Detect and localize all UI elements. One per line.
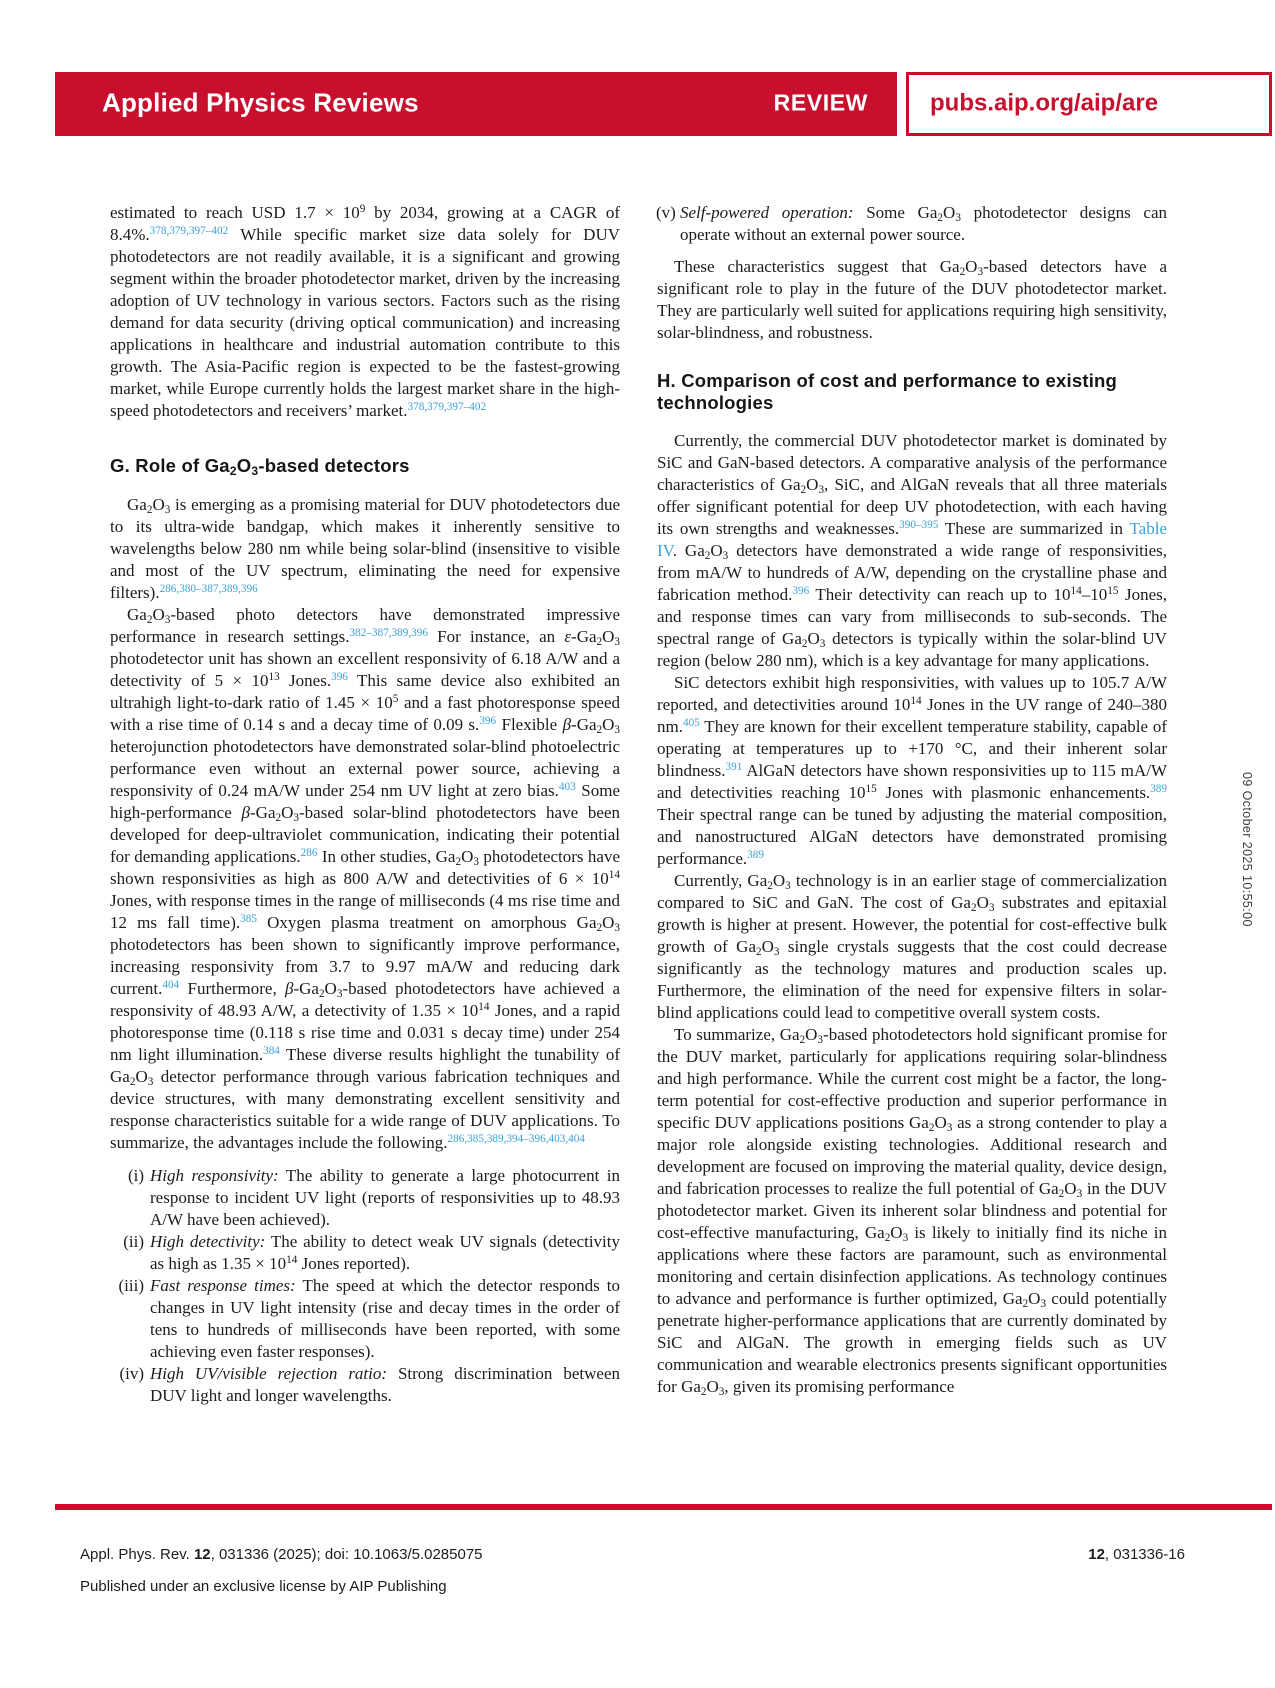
- text-run: Jones, and a rapid photoresponse time (0.118 s rise time and 0.031 s decay time) under 254 nm light illumination.: [110, 1001, 620, 1064]
- text-run: 3: [1040, 1298, 1047, 1311]
- text-run: 3: [902, 1232, 909, 1245]
- text-run: , given its promising performance: [724, 1377, 955, 1396]
- text-run: O: [890, 1223, 903, 1242]
- download-date-stamp: 09 October 2025 10:55:00: [1240, 772, 1254, 927]
- text-run: -based photodetectors have achieved a responsivity of 48.93 A/W, a detectivity of 1.35 × 10: [110, 979, 620, 1020]
- text-run: 2: [275, 812, 282, 825]
- text-run: O: [236, 455, 252, 476]
- list-item-label: (v): [656, 203, 676, 222]
- reference-link[interactable]: 286,385,389,394–396,403,404: [447, 1133, 585, 1146]
- text-run: O: [602, 913, 615, 932]
- text-run: Fast response times:: [150, 1276, 296, 1295]
- text-run: These diverse results highlight the tunability of Ga: [110, 1045, 621, 1086]
- text-run: 14: [478, 1001, 490, 1014]
- text-run: -Ga: [571, 715, 597, 734]
- text-run: O: [281, 803, 294, 822]
- text-run: SiC detectors exhibit high responsivities, with values up to 105.7 A/W reported, and detectivities around 10: [657, 673, 1167, 714]
- text-run: 12: [1088, 1546, 1105, 1563]
- text-run: O: [706, 1377, 719, 1396]
- text-run: O: [761, 937, 774, 956]
- text-run: 3: [614, 636, 621, 649]
- text-run: O: [602, 627, 615, 646]
- text-run: -based detectors have a significant role to play in the future of the DUV photodetector market. They are particularly well suited for applications requiring high sensitivity, solar-blindness, and robustness.: [657, 257, 1167, 342]
- text-run: Jones, with response times in the range of milliseconds (4 ms rise time and 12 ms fall time).: [110, 891, 620, 932]
- text-run: This same device also exhibited an ultrahigh light-to-dark ratio of 1.45 × 10: [110, 671, 620, 712]
- text-run: The ability to generate a large photocurrent in response to incident UV light (reports of responsivities up to 48.93 A/W have been achieved).: [150, 1166, 620, 1229]
- footer-citation: [80, 1546, 483, 1563]
- text-run: 2: [1058, 1188, 1065, 1201]
- text-run: 2: [1022, 1298, 1029, 1311]
- text-run: 2: [146, 614, 153, 627]
- text-run: detectors is typically within the solar-blind UV region (below 280 nm), which is a key advantage for many applications.: [657, 629, 1167, 670]
- text-run: 2: [959, 266, 966, 279]
- text-run: 3: [785, 880, 791, 893]
- text-run: 3: [722, 550, 729, 563]
- text-run: photodetector designs can operate without an external power source.: [680, 203, 1168, 244]
- text-run: 12: [193, 1546, 211, 1563]
- reference-link[interactable]: 396: [331, 671, 348, 684]
- text-run: is likely to initially find its niche in applications where these factors are paramount, such as environmental monitoring and certain disinfection applications. As technology continues to advance and performance is further optimized, Ga: [657, 1223, 1167, 1308]
- text-run: -based detectors: [258, 455, 410, 476]
- text-run: Self-powered operation:: [680, 203, 854, 222]
- text-run: -based solar-blind photodetectors have been developed for deep-ultraviolet communication, indicating their potential for demanding applications.: [110, 803, 620, 866]
- text-run: –10: [1081, 585, 1108, 604]
- text-run: Appl. Phys. Rev.: [80, 1546, 194, 1563]
- journal-banner: [55, 72, 897, 136]
- text-run: These are summarized in: [938, 519, 1130, 538]
- text-run: High UV/visible rejection ratio:: [150, 1364, 388, 1383]
- text-run: 3: [818, 484, 825, 497]
- list-item-text: [150, 1166, 620, 1229]
- text-run: 3: [1076, 1188, 1083, 1201]
- paragraph-summary: [657, 1024, 1167, 1398]
- text-run: 2: [704, 550, 711, 563]
- text-run: 13: [268, 671, 280, 684]
- text-run: 2: [928, 1122, 935, 1135]
- text-run: 3: [773, 946, 780, 959]
- text-run: Jones.: [279, 671, 332, 690]
- article-type-badge: REVIEW: [773, 89, 868, 116]
- reference-link[interactable]: 389: [747, 849, 764, 862]
- text-run: 3: [336, 988, 343, 1001]
- list-item-label: (ii): [123, 1232, 144, 1251]
- text-run: ε: [564, 627, 572, 646]
- text-run: O: [324, 979, 337, 998]
- text-run: photodetector unit has shown an excellent responsivity of 6.18 A/W and a detectivity of 5 × 10: [110, 649, 620, 690]
- reference-link[interactable]: 390–395: [899, 519, 939, 532]
- text-run: 14: [286, 1254, 298, 1267]
- text-run: 2: [596, 724, 603, 737]
- journal-site-link[interactable]: pubs.aip.org/aip/are: [930, 89, 1159, 117]
- reference-link[interactable]: 405: [682, 717, 700, 730]
- text-run: Some high-performance: [110, 781, 620, 822]
- text-run: AlGaN detectors have shown responsivities up to 115 mA/W and detectivities reaching 10: [657, 761, 1167, 802]
- text-run: detectors have demonstrated a wide range of responsivities, from mA/W to hundreds of A/W, depending on the crystalline phase and fabrication method.: [657, 541, 1168, 604]
- text-run: G. Role of Ga: [110, 455, 230, 476]
- text-run: While specific market size data solely for DUV photodetectors are not readily available, it is a significant and growing segment within the broader photodetector market, driven by the increasing adoption of UV technology in various sectors. Factors such as the rising demand for data security (driving optical communication) and increasing applications in healthcare and industrial automation contribute to this growth. The Asia-Pacific region is expected to be the fastest-growing market, while Europe currently holds the largest market share in the high-speed photodetectors and receivers’ market.: [110, 225, 620, 420]
- text-run: is emerging as a promising material for DUV photodetectors due to its ultra-wide bandgap, which makes it inherently sensitive to wavelengths below 280 nm while being solar-blind (insensitive to visible and most of the UV spectrum, eliminating the need for expensive filters).: [110, 495, 620, 602]
- list-item: [110, 1275, 620, 1363]
- text-run: 2: [799, 1034, 806, 1047]
- text-run: 2: [596, 922, 603, 935]
- text-run: O: [135, 1067, 148, 1086]
- text-run: O: [805, 1025, 818, 1044]
- text-run: 3: [977, 266, 984, 279]
- text-run: β: [562, 715, 572, 734]
- text-run: 3: [988, 902, 995, 915]
- text-run: High detectivity:: [150, 1232, 266, 1251]
- text-run: 15: [1107, 585, 1119, 598]
- list-item-label: (iii): [118, 1276, 144, 1295]
- paragraph-ga2o3-intro: [110, 494, 620, 604]
- text-run: could potentially penetrate higher-performance applications that are currently dominated by SiC and AlGaN. The growth in emerging fields such as UV communication and wearable electronics presents significant opportunities for Ga: [657, 1289, 1167, 1396]
- list-item-text: [150, 1364, 620, 1405]
- reference-link[interactable]: 396: [792, 585, 810, 598]
- footer-rule: [55, 1504, 1272, 1510]
- text-run: 14: [608, 869, 620, 882]
- text-run: Furthermore,: [179, 979, 285, 998]
- list-item: [657, 202, 1167, 246]
- text-run: 14: [910, 695, 922, 708]
- text-run: Their detectivity can reach up to 10: [809, 585, 1071, 604]
- text-run: O: [152, 495, 165, 514]
- text-run: as a strong contender to play a major role alongside existing technologies. Additional research and development are focused on improving the material quality, device design, and fabrication processes to realize the full potential of Ga: [657, 1113, 1167, 1198]
- text-run: 2: [801, 638, 808, 651]
- paragraph-market-continuation: [110, 202, 620, 422]
- text-run: estimated to reach USD 1.7 × 10: [110, 203, 360, 222]
- text-run: Currently, the commercial DUV photodetector market is dominated by SiC and GaN-based detectors. A comparative analysis of the performance characteristics of Ga: [657, 431, 1167, 494]
- section-heading-h: H. Comparison of cost and performance to existing technologies: [657, 370, 1118, 413]
- text-run: β: [284, 979, 294, 998]
- right-column: [657, 202, 1167, 1398]
- text-run: 9: [359, 203, 366, 216]
- text-run: For instance, an: [428, 627, 565, 646]
- list-item-text: [680, 203, 1167, 244]
- text-run: , 031336 (2025); doi: 10.1063/5.0285075: [210, 1546, 483, 1563]
- text-run: 2: [596, 636, 603, 649]
- reference-link[interactable]: 391: [725, 761, 743, 774]
- text-run: and a fast photoresponse speed with a rise time of 0.14 s and a decay time of 0.09 s.: [110, 693, 620, 734]
- reference-link[interactable]: 378,379,397–402: [407, 401, 487, 414]
- text-run: 3: [718, 1386, 725, 1399]
- text-run: 2: [756, 946, 762, 959]
- text-run: technology is in an earlier stage of commercialization compared to SiC and GaN. The cost of Ga: [657, 871, 1167, 912]
- text-run: 3: [955, 212, 961, 225]
- text-run: -Ga: [250, 803, 276, 822]
- text-run: , 031336-16: [1104, 1546, 1185, 1563]
- text-run: O: [943, 203, 956, 222]
- list-item-text: [150, 1232, 620, 1273]
- reference-link[interactable]: 382–387,389,396: [349, 627, 428, 640]
- paragraph-characteristics: [657, 256, 1167, 344]
- text-run: 5: [392, 693, 399, 706]
- text-run: Oxygen plasma treatment on amorphous Ga: [256, 913, 597, 932]
- reference-link[interactable]: 389: [1150, 783, 1168, 796]
- text-run: These characteristics suggest that Ga: [674, 257, 960, 276]
- text-run: 2: [455, 856, 462, 869]
- text-run: single crystals suggests that the cost could decrease significantly as the technology matures and production scales up. Furthermore, the elimination of the need for expensive filters in solar-blind applications could lead to competitive overall system costs.: [657, 937, 1167, 1022]
- text-run: in the DUV photodetector market. Given its inherent solar blindness and potential for cost-effective manufacturing, Ga: [657, 1179, 1167, 1242]
- text-run: Some Ga: [853, 203, 938, 222]
- text-run: 2: [767, 880, 773, 893]
- reference-link[interactable]: 384: [263, 1045, 280, 1058]
- text-run: Strong discrimination between DUV light and longer wavelengths.: [150, 1364, 620, 1405]
- text-run: -Ga: [293, 979, 319, 998]
- text-run: Jones reported).: [297, 1254, 411, 1273]
- text-run: 3: [164, 504, 171, 517]
- text-run: detector performance through various fabrication techniques and device structures, with many demonstrating excellent sensitivity and response characteristics suitable for a wide range of DUV applications. To summarize, the advantages include the following.: [110, 1067, 620, 1152]
- text-run: by 2034, growing at a CAGR of 8.4%.: [110, 203, 620, 244]
- text-run: β: [241, 803, 251, 822]
- text-run: 2: [229, 464, 237, 479]
- text-run: O: [1028, 1289, 1041, 1308]
- text-run: 15: [865, 783, 877, 796]
- text-run: O: [772, 871, 786, 890]
- paragraph-sic-algan: [657, 672, 1167, 870]
- text-run: 3: [473, 856, 479, 869]
- text-run: 3: [817, 1034, 824, 1047]
- text-run: Flexible: [496, 715, 563, 734]
- text-run: O: [965, 257, 978, 276]
- table-link[interactable]: Table IV: [657, 519, 1167, 560]
- text-run: O: [976, 893, 989, 912]
- paragraph-performance: [110, 604, 620, 1154]
- text-run: To summarize, Ga: [674, 1025, 800, 1044]
- reference-link[interactable]: 396: [479, 715, 497, 728]
- text-run: photodetectors have shown responsivities as high as 800 A/W and detectivities of 6 × 10: [110, 847, 620, 888]
- text-run: The ability to detect weak UV signals (detectivity as high as 1.35 × 10: [150, 1232, 620, 1273]
- text-run: 3: [164, 614, 171, 627]
- text-run: . Ga: [672, 541, 705, 560]
- text-run: Jones with plasmonic enhancements.: [876, 783, 1151, 802]
- section-heading-g: [110, 455, 620, 477]
- text-run: 3: [946, 1122, 953, 1135]
- text-run: 3: [614, 724, 621, 737]
- text-run: -Ga: [571, 627, 597, 646]
- text-run: Currently, Ga: [674, 871, 768, 890]
- journal-title: Applied Physics Reviews: [102, 87, 419, 118]
- reference-link[interactable]: 403: [558, 781, 576, 794]
- text-run: 2: [700, 1386, 707, 1399]
- list-item-label: (iv): [119, 1364, 144, 1383]
- left-column: [110, 202, 620, 1407]
- text-run: 2: [318, 988, 325, 1001]
- reference-link[interactable]: 404: [162, 979, 180, 992]
- list-item: [110, 1363, 620, 1407]
- text-run: 3: [293, 812, 299, 825]
- text-run: 2: [800, 484, 807, 497]
- text-run: substrates and epitaxial growth is higher at present. However, the potential for cost-effective bulk growth of Ga: [657, 893, 1167, 956]
- text-run: They are known for their excellent temperature stability, capable of operating at temperatures up to +170 °C, and their inherent solar blindness.: [657, 717, 1167, 780]
- paragraph-commercialization: [657, 870, 1167, 1024]
- list-item: [110, 1165, 620, 1231]
- footer-page-number: [1088, 1546, 1185, 1563]
- text-run: O: [934, 1113, 947, 1132]
- text-run: O: [1064, 1179, 1077, 1198]
- text-run: 2: [884, 1232, 891, 1245]
- text-run: 3: [147, 1076, 154, 1089]
- text-run: -based photo detectors have demonstrated impressive performance in research settings.: [110, 605, 620, 646]
- text-run: The speed at which the detector responds to changes in UV light intensity (rise and decay times in the order of tens to hundreds of milliseconds have been reported, with some achieving even faster responses).: [150, 1276, 620, 1361]
- list-item: [110, 1231, 620, 1275]
- reference-link[interactable]: 286: [300, 847, 318, 860]
- list-item-label: (i): [127, 1166, 144, 1185]
- text-run: Their spectral range can be tuned by adjusting the material composition, and nanostructured AlGaN detectors have demonstrated promising performance.: [657, 805, 1167, 868]
- advantages-list: [110, 1165, 620, 1407]
- footer-license: Published under an exclusive license by AIP Publishing: [80, 1578, 447, 1595]
- text-run: 2: [970, 902, 977, 915]
- text-run: 2: [937, 212, 944, 225]
- reference-link[interactable]: 378,379,397–402: [149, 225, 229, 238]
- text-run: Jones in the UV range of 240–380 nm.: [657, 695, 1167, 736]
- reference-link[interactable]: 385: [240, 913, 257, 926]
- text-run: Ga: [127, 605, 147, 624]
- text-run: High responsivity:: [150, 1166, 279, 1185]
- text-run: O: [461, 847, 474, 866]
- text-run: 2: [146, 504, 153, 517]
- paragraph-market-comparison: [657, 430, 1167, 672]
- text-run: 3: [614, 922, 620, 935]
- text-run: -based photodetectors hold significant promise for the DUV market, particularly for applications requiring solar-blindness and high performance. While the current cost might be a factor, the long-term potential for cost-effective production and superior performance in specific DUV applications positions Ga: [657, 1025, 1167, 1132]
- footer-citation-row: [80, 1546, 1185, 1563]
- text-run: O: [602, 715, 615, 734]
- text-run: , SiC, and AlGaN reveals that all three materials offer significant potential for deep UV photodetection, with each having its own strengths and weaknesses.: [657, 475, 1168, 538]
- text-run: 2: [129, 1076, 136, 1089]
- text-run: O: [807, 629, 820, 648]
- text-run: O: [806, 475, 819, 494]
- text-run: 3: [251, 464, 259, 479]
- text-run: 3: [819, 638, 826, 651]
- text-run: O: [710, 541, 723, 560]
- text-run: heterojunction photodetectors have demonstrated solar-blind photoelectric performance even without an external power source, achieving a responsivity of 0.24 mA/W under 254 nm UV light at zero bias.: [110, 737, 620, 800]
- text-run: O: [152, 605, 165, 624]
- text-run: 14: [1070, 585, 1082, 598]
- list-item-text: [150, 1276, 620, 1361]
- text-run: Ga: [127, 495, 147, 514]
- text-run: photodetectors has been shown to significantly improve performance, increasing responsivity from 3.7 to 9.97 mA/W and reducing dark current.: [110, 935, 620, 998]
- text-run: Jones, and response times can vary from milliseconds to sub-seconds. The spectral range of Ga: [657, 585, 1168, 648]
- journal-site-box: [906, 72, 1272, 136]
- reference-link[interactable]: 286,380–387,389,396: [159, 583, 258, 596]
- text-run: In other studies, Ga: [317, 847, 456, 866]
